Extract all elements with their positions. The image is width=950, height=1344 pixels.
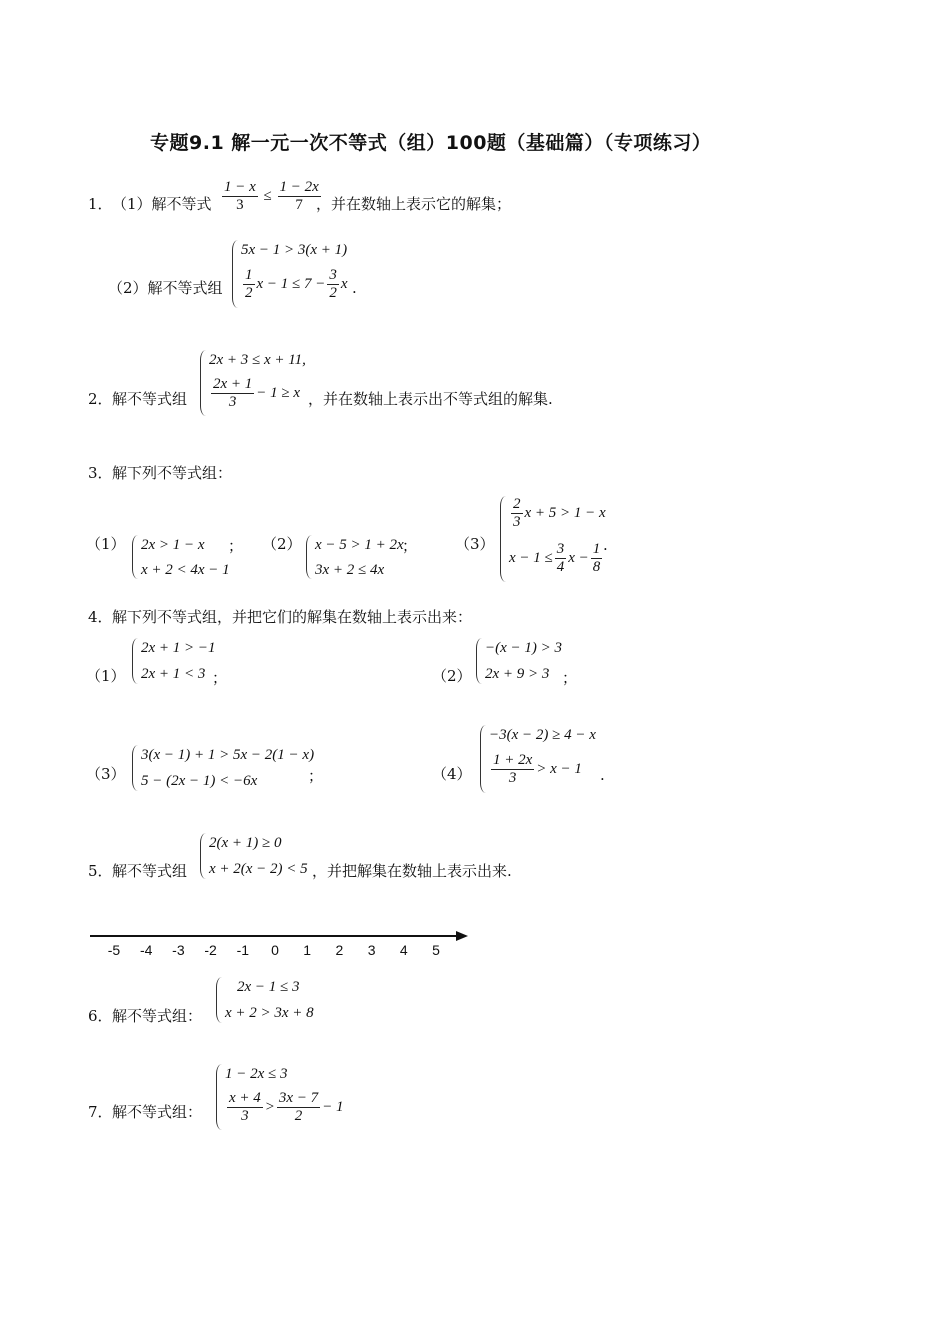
- q3-sub1-row-1: 2x > 1 − x: [141, 537, 205, 553]
- q5-suffix: ，并把解集在数轴上表示出来.: [312, 862, 512, 880]
- fraction: [227, 1090, 263, 1125]
- q3-sub2-row-2: 3x + 2 ≤ 4x: [315, 562, 385, 578]
- q2-system: [200, 350, 318, 416]
- q6-prefix: 解不等式组：: [112, 1007, 203, 1025]
- fraction-numerator: 1: [245, 267, 253, 283]
- page-title: 专题9.1 解一元一次不等式（组）100题（基础篇）（专项练习）: [150, 132, 712, 154]
- arrow-right-icon: [456, 931, 468, 941]
- q4-number: 4．: [88, 608, 113, 626]
- fraction-denominator: 3: [508, 770, 517, 786]
- q5-system-row-1: 2(x + 1) ≥ 0: [209, 835, 282, 851]
- fraction-numerator: 1 − x: [224, 179, 256, 195]
- fraction: [511, 496, 523, 531]
- q6-system: [216, 977, 334, 1023]
- fraction: [491, 752, 534, 787]
- q4-sub1-row-1: 2x + 1 > −1: [141, 640, 216, 656]
- q1-part1-prefix: （1）解不等式: [112, 195, 212, 213]
- q4-sub2-row-1: −(x − 1) > 3: [485, 640, 563, 656]
- q4-sub3-label: （3）: [86, 765, 126, 783]
- q7-prefix: 解不等式组：: [112, 1103, 203, 1121]
- fraction-numerator: 1 + 2x: [493, 752, 533, 768]
- q4-sub4-system: [480, 725, 608, 793]
- q5-system: [200, 833, 328, 879]
- fraction-denominator: 8: [592, 559, 601, 575]
- q3-sub1-label: （1）: [86, 535, 126, 553]
- fraction-denominator: 3: [228, 394, 237, 410]
- fraction-denominator: 7: [295, 197, 303, 213]
- q4-sub2-suffix: ；: [562, 669, 578, 687]
- q4-sub1-suffix: ；: [212, 669, 228, 687]
- fraction-denominator: 2: [329, 285, 337, 301]
- fraction-numerator: 2x + 1: [213, 376, 253, 392]
- q4-sub2-label: （2）: [432, 667, 472, 685]
- fraction-denominator: 3: [236, 197, 244, 213]
- q1-number: 1．: [88, 195, 113, 213]
- fraction: [591, 541, 603, 576]
- q3-text: 解下列不等式组：: [112, 464, 233, 482]
- q1-part1-inequality: [220, 179, 323, 214]
- fraction-denominator: 2: [294, 1108, 303, 1124]
- fraction-numerator: 2: [513, 496, 521, 512]
- expression-text: − 1: [322, 1098, 344, 1115]
- relation-symbol: >: [264, 1098, 275, 1115]
- q1-part2-suffix: .: [352, 279, 357, 297]
- expression-text: x: [340, 275, 348, 292]
- q4-sub3-row-2: 5 − (2x − 1) < −6x: [141, 773, 258, 789]
- fraction-numerator: 3: [556, 541, 565, 557]
- q4-sub4-row-2: [489, 752, 582, 787]
- q3-sub2-label: （2）: [262, 535, 302, 553]
- q3-sub2-system: [306, 535, 414, 579]
- q6-number: 6．: [88, 1007, 113, 1025]
- q4-sub2-row-2: 2x + 9 > 3: [485, 666, 550, 682]
- q7-system: [216, 1064, 354, 1130]
- q3-sub1-system: [132, 535, 240, 579]
- q3-sub3-system: [500, 496, 608, 582]
- q2-suffix: ，并在数轴上表示出不等式组的解集.: [308, 390, 553, 408]
- q7-number: 7．: [88, 1103, 113, 1121]
- fraction-denominator: 4: [556, 559, 565, 575]
- q6-system-row-2: x + 2 > 3x + 8: [225, 1005, 314, 1021]
- q1-part2-prefix: （2）解不等式组: [108, 279, 223, 297]
- q6-system-row-1: 2x − 1 ≤ 3: [237, 979, 300, 995]
- q1-system-row-1: 5x − 1 > 3(x + 1): [241, 242, 348, 258]
- fraction-numerator: 1 − 2x: [279, 179, 319, 195]
- number-line-tick-label: -1: [236, 942, 250, 958]
- q3-sub3-row-1: [509, 496, 606, 531]
- q3-number: 3．: [88, 464, 113, 482]
- number-line-tick-label: -3: [172, 942, 185, 958]
- q1-system: [232, 240, 360, 308]
- q3-sub2-suffix: ；: [402, 537, 418, 555]
- number-line: [88, 924, 472, 962]
- number-line-tick-label: 3: [367, 942, 376, 958]
- q4-sub4-label: （4）: [432, 765, 472, 783]
- q3-sub1-row-2: x + 2 < 4x − 1: [141, 562, 230, 578]
- q2-system-row-2: [209, 376, 300, 411]
- relation-symbol: ≤: [263, 187, 272, 204]
- fraction: [211, 376, 254, 411]
- q4-sub1-row-2: 2x + 1 < 3: [141, 666, 206, 682]
- q4-sub3-system: [132, 745, 320, 791]
- number-line-tick-label: -5: [107, 942, 121, 958]
- q3-sub1-suffix: ；: [228, 537, 244, 555]
- fraction-denominator: 3: [241, 1108, 249, 1124]
- fraction-denominator: 3: [513, 514, 521, 530]
- q7-system-row-1: 1 − 2x ≤ 3: [225, 1066, 288, 1082]
- fraction: [327, 267, 339, 302]
- expression-text: − 1 ≥ x: [256, 384, 301, 401]
- q5-system-row-2: x + 2(x − 2) < 5: [209, 861, 308, 877]
- fraction: [243, 267, 255, 302]
- q3-sub3-row-2: [509, 541, 604, 576]
- expression-text: x − 1 ≤: [509, 549, 553, 566]
- expression-text: > x − 1: [536, 760, 582, 777]
- fraction: [277, 1090, 320, 1125]
- expression-text: x − 1 ≤ 7 −: [256, 275, 326, 292]
- fraction-numerator: 1: [592, 541, 601, 557]
- number-line-tick-label: -2: [204, 942, 217, 958]
- q4-sub1-label: （1）: [86, 667, 126, 685]
- number-line-tick-label: 0: [271, 942, 279, 958]
- q2-system-row-1: 2x + 3 ≤ x + 11,: [209, 352, 306, 368]
- q1-system-row-2: [241, 267, 348, 302]
- q4-text: 解下列不等式组，并把它们的解集在数轴上表示出来：: [112, 608, 473, 626]
- fraction: [555, 541, 567, 576]
- q4-sub3-suffix: ；: [308, 767, 324, 785]
- number-line-tick-label: 2: [335, 942, 344, 958]
- expression-text: x + 5 > 1 − x: [524, 504, 606, 521]
- q7-system-row-2: [225, 1090, 344, 1125]
- q3-sub3-suffix: .: [603, 536, 608, 554]
- q3-sub3-label: （3）: [455, 535, 495, 553]
- q1-left-fraction: [222, 179, 258, 214]
- q4-sub4-suffix: .: [600, 766, 605, 784]
- number-line-tick-label: -4: [139, 942, 153, 958]
- expression-text: x −: [568, 549, 589, 566]
- fraction-numerator: 3: [329, 267, 337, 283]
- q2-prefix: 解不等式组: [112, 390, 188, 408]
- q1-right-fraction: [278, 179, 321, 214]
- number-line-tick-label: 4: [399, 942, 408, 958]
- q4-sub3-row-1: 3(x − 1) + 1 > 5x − 2(1 − x): [141, 747, 315, 763]
- q4-sub2-system: [476, 638, 574, 684]
- q3-sub2-row-1: x − 5 > 1 + 2x: [315, 537, 404, 553]
- fraction-denominator: 2: [245, 285, 253, 301]
- fraction-numerator: 3x − 7: [278, 1090, 319, 1106]
- q4-sub4-row-1: −3(x − 2) ≥ 4 − x: [489, 727, 596, 743]
- q1-part1-suffix: ，并在数轴上表示它的解集；: [316, 195, 512, 213]
- q5-number: 5．: [88, 862, 113, 880]
- fraction-numerator: x + 4: [229, 1090, 261, 1106]
- q5-prefix: 解不等式组: [112, 862, 188, 880]
- q2-number: 2．: [88, 390, 113, 408]
- number-line-tick-label: 1: [303, 942, 312, 958]
- number-line-tick-label: 5: [432, 942, 440, 958]
